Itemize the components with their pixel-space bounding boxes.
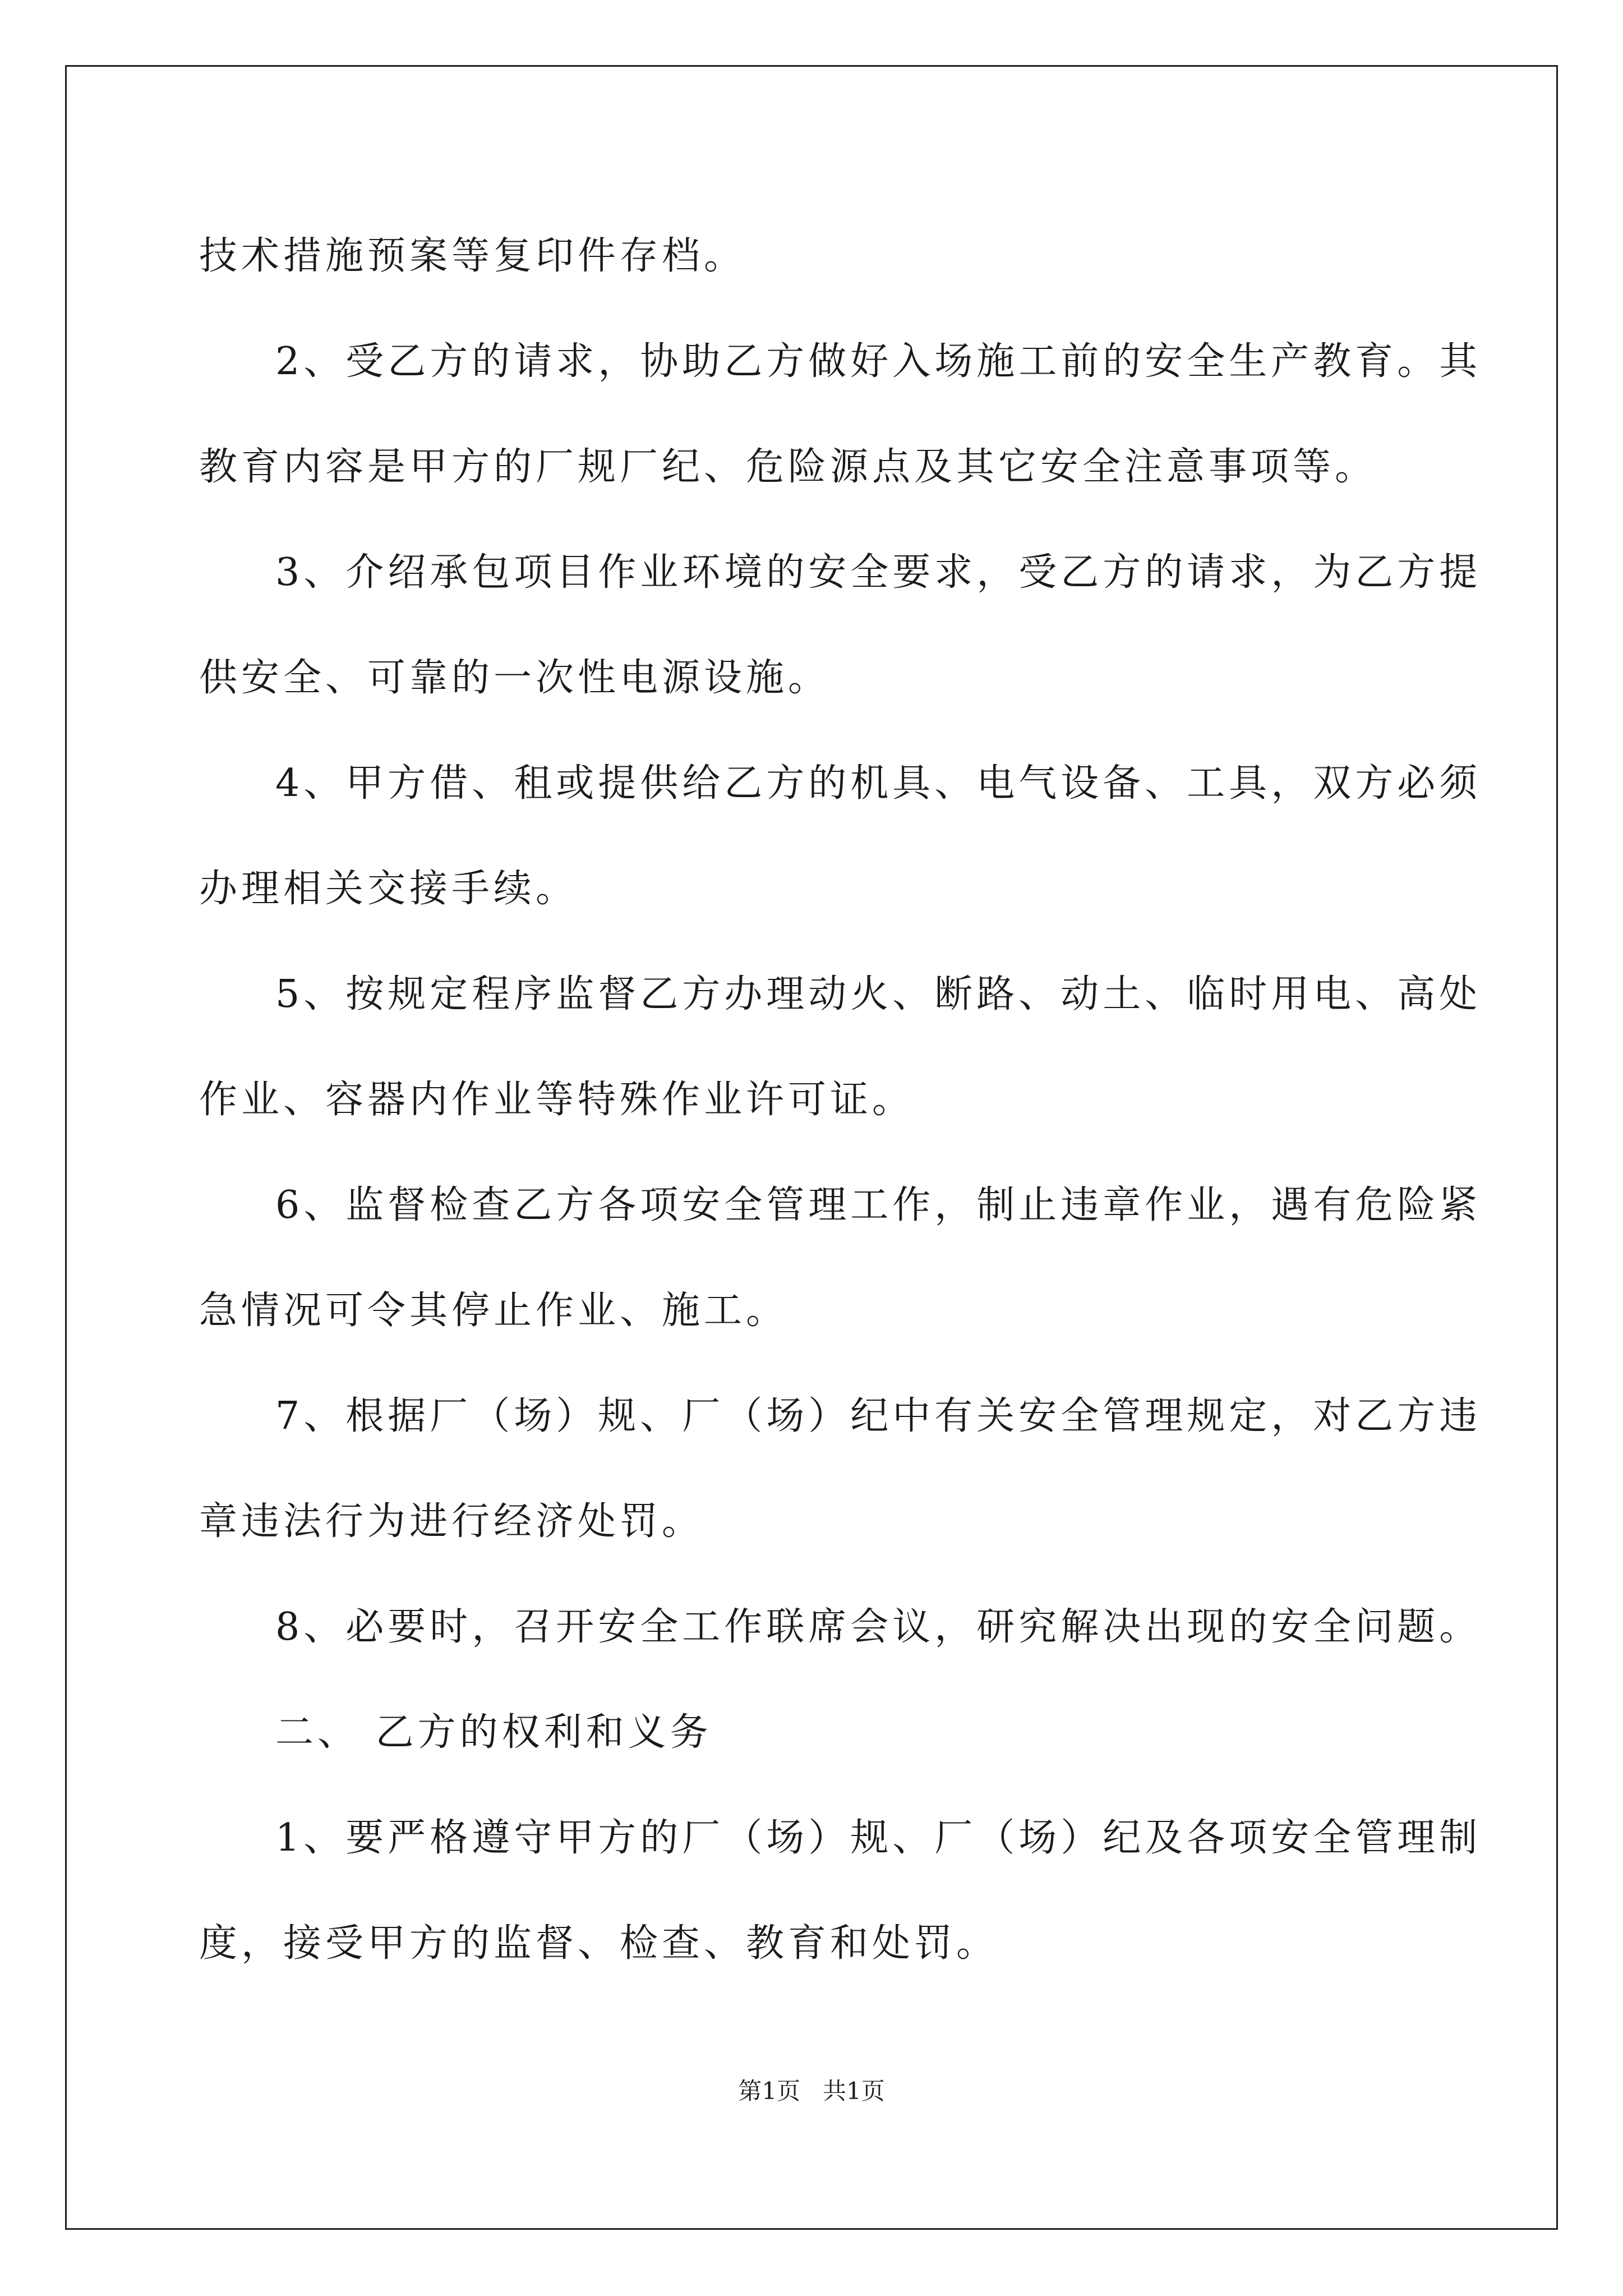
page-number-footer: 第1页 共1页	[738, 2077, 885, 2105]
text-line: 办理相关交接手续。	[199, 867, 578, 911]
text-line: 7、根据厂（场）规、厂（场）纪中有关安全管理规定，对乙方违	[275, 1394, 1482, 1438]
text-line: 3、介绍承包项目作业环境的安全要求，受乙方的请求，为乙方提	[275, 550, 1482, 595]
text-line: 8、必要时，召开安全工作联席会议，研究解决出现的安全问题。	[275, 1605, 1482, 1649]
text-line: 急情况可令其停止作业、施工。	[199, 1289, 789, 1333]
text-line: 供安全、可靠的一次性电源设施。	[199, 656, 831, 700]
page-border	[65, 65, 1558, 2230]
text-line: 2、受乙方的请求，协助乙方做好入场施工前的安全生产教育。其	[275, 339, 1482, 384]
section-heading: 二、 乙方的权利和义务	[275, 1710, 712, 1755]
text-line: 作业、容器内作业等特殊作业许可证。	[199, 1078, 915, 1122]
text-line: 5、按规定程序监督乙方办理动火、断路、动土、临时用电、高处	[275, 972, 1482, 1016]
text-line: 教育内容是甲方的厂规厂纪、危险源点及其它安全注意事项等。	[199, 445, 1377, 489]
text-line: 1、要严格遵守甲方的厂（场）规、厂（场）纪及各项安全管理制	[275, 1816, 1482, 1860]
text-line: 度，接受甲方的监督、检查、教育和处罚。	[199, 1921, 999, 1966]
text-line: 技术措施预案等复印件存档。	[199, 234, 746, 278]
text-line: 4、甲方借、租或提供给乙方的机具、电气设备、工具，双方必须	[275, 761, 1482, 806]
text-line: 6、监督检查乙方各项安全管理工作，制止违章作业，遇有危险紧	[275, 1183, 1482, 1227]
text-line: 章违法行为进行经济处罚。	[199, 1499, 704, 1544]
